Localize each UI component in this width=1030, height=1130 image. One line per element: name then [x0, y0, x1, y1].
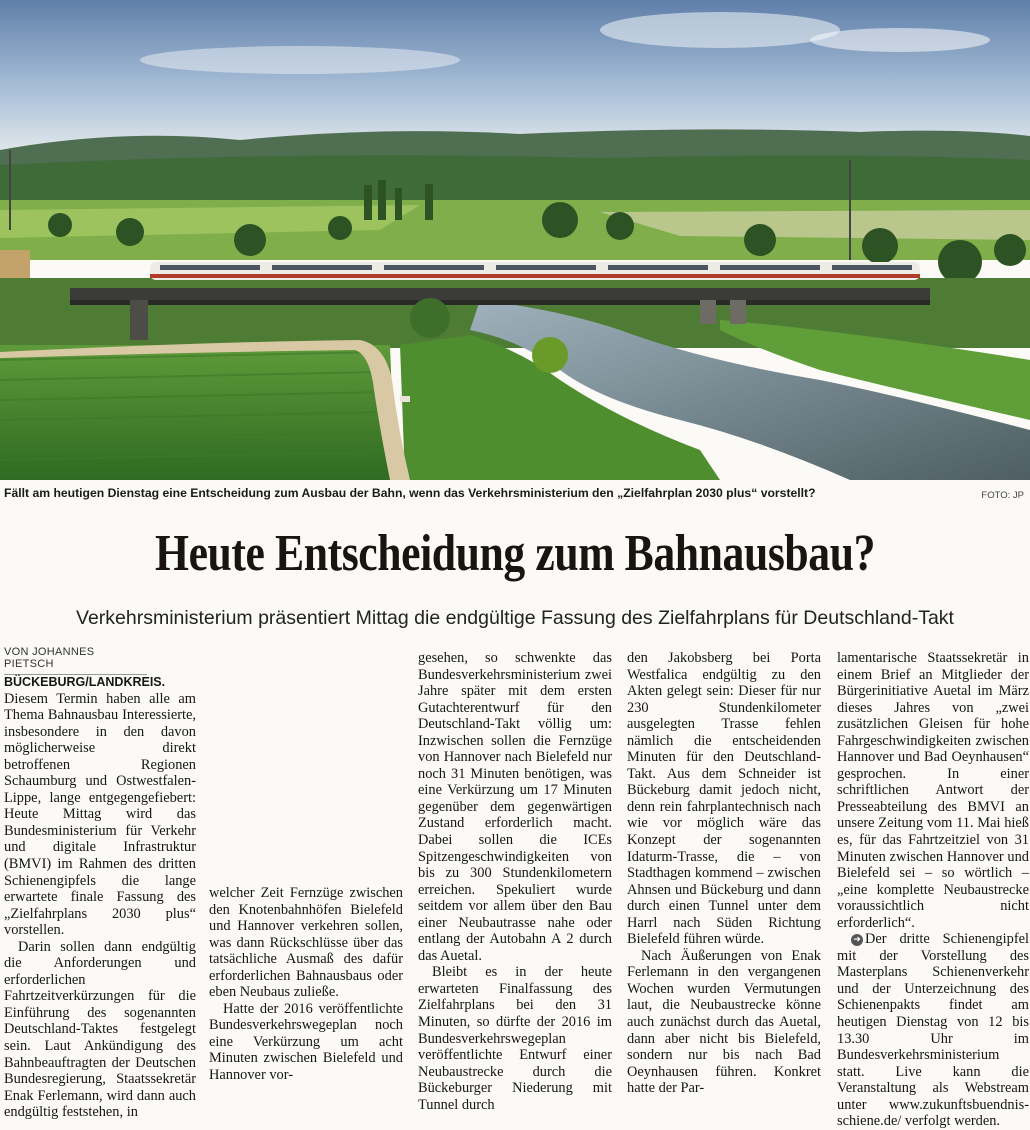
photo-credit: FOTO: JP [981, 490, 1024, 501]
paragraph [4, 674, 196, 939]
byline: VON JOHANNES PIETSCH [4, 646, 147, 675]
paragraph: Darin sollen dann endgültig die Anforderungen und erforderlichen Fahrtzeitverkürzungen für die Einführung des sogenannten Deutschland-Taktes festgelegt sein. Laut Ankündigung des Bahnbeauftragten der Deutschen Bundesregierung, Staatssekretär Enak Ferlemann, wird dann auch endgültig feststehen, in [4, 938, 196, 1121]
paragraph: Bleibt es in der heute erwarteten Finalfassung des Zielfahrplans bei den 31 Minuten, so dürfte der 2016 im Bundesverkehrswegeplan veröffentlichte Entwurf einer Neubaustrecke durch die Bückeburger Niederung mit Tunnel durch [418, 964, 612, 1113]
landscape-photo [0, 0, 1030, 480]
paragraph: den Jakobsberg bei Porta Westfalica endgültig zu den Akten gelegt sein: Dieser für nur 230 Stundenkilometer ausgelegten Trasse fehlen nämlich die entscheidenden Minuten für den Deutschland-Takt. Aus dem Schneider ist Bückeburg damit jedoch nicht, denn rein fahrplantechnisch nach wie vor möglich wäre das Konzept der sogenannten Idaturm-Trasse, die – von Stadthagen kommend – zwischen Ahnsen und Bückeburg und dann durch einen Tunnel unter dem Harrl nach Süden Richtung Bielefeld führen würde. [627, 650, 821, 948]
paragraph-text: Diesem Termin haben alle am Thema Bahnausbau Interessierte, insbesondere in den davon möglicherweise direkt betroffenen Regionen Schaumburg und Ostwestfalen-Lippe, lange entgegengefiebert: Heute Mittag wird das Bundesministerium für Verkehr und digitale Infrastruktur (BMVI) im Rahmen des dritten Schienengipfels die lange erwartete finale Fassung des „Zielfahrplans 2030 plus“ vorstellen. [4, 690, 196, 939]
arrow-right-icon: ➜ [851, 934, 863, 946]
paragraph: welcher Zeit Fernzüge zwischen den Knotenbahnhöfen Bielefeld und Hannover verkehren sollen, was dann Rückschlüsse über das tatsächliche Ausmaß des dafür erforderlichen Bahnausbaus oder eben Neubaus zuließe. [209, 885, 403, 1001]
paragraph: gesehen, so schwenkte das Bundesverkehrsministerium zwei Jahre später mit dem ersten Gutachterentwurf für den Deutschland-Takt völlig um: Inzwischen sollen die Fernzüge von Hannover nach Bielefeld nur noch 31 Minuten benötigen, was eine Verkürzung um 17 Minuten gegenüber dem gegenwärtigen Zustand erforderlich macht. Dabei sollen die ICEs Spitzengeschwindigkeiten von bis zu 300 Stundenkilometern erreichen. Spekuliert wurde seitdem vor allem über den Bau einer Neubautrasse nahe oder entlang der Autobahn A 2 durch das Auetal. [418, 650, 612, 964]
article-column-4 [627, 650, 821, 1097]
photo-caption: Fällt am heutigen Dienstag eine Entscheidung zum Ausbau der Bahn, wenn das Verkehrsministerium den „Zielfahrplan 2030 plus“ vorstellt? [4, 486, 816, 500]
paragraph: lamentarische Staatssekretär in einem Brief an Mitglieder der Bürgerinitiative Auetal im März dieses Jahres von „zwei zusätzlichen Gleisen für hohe Fahrgeschwindigkeiten zwischen Hannover und Bad Oeynhausen“ gesprochen. In einer schriftlichen Antwort der Presseabteilung des BMVI an unsere Zeitung vom 11. Mai hieß es, für das Fahrtzeitziel von 31 Minuten zwischen Hannover und Bielefeld sei – so wörtlich – „eine komplette Neubaustrecke voraussichtlich nicht erforderlich“. [837, 650, 1029, 931]
article-column-5 [837, 650, 1029, 1130]
subheadline: Verkehrsministerium präsentiert Mittag die endgültige Fassung des Zielfahrplans für Deutschland-Takt [76, 607, 954, 629]
dateline: BÜCKEBURG/LANDKREIS. [4, 675, 166, 689]
article-column-2 [209, 885, 403, 1084]
article-column-3 [418, 650, 612, 1113]
paragraph-text: Der dritte Schienengipfel mit der Vorstellung des Masterplans Schienenverkehr und der Unterzeichnung des Schienenpakts findet am heutigen Dienstag von 12 bis 13.30 Uhr im Bundesverkehrsministerium statt. Live kann die Veranstaltung als Webstream unter www.zukunftsbuendnis-schiene.de/ verfolgt werden. [837, 931, 1029, 1130]
paragraph: Hatte der 2016 veröffentlichte Bundesverkehrswegeplan noch eine Verkürzung um acht Minuten zwischen Bielefeld und Hannover vor- [209, 1000, 403, 1084]
article-column-1 [4, 674, 196, 1121]
paragraph: Nach Äußerungen von Enak Ferlemann in den vergangenen Wochen wurden Vermutungen laut, die Neubaustrecke könne auch zunächst durch das Auetal, dann aber nicht bis Bielefeld, sondern nur bis nach Bad Oeynhausen führen. Konkret hatte der Par- [627, 947, 821, 1097]
headline: Heute Entscheidung zum Bahnausbau? [155, 525, 875, 582]
paragraph [837, 931, 1029, 1130]
